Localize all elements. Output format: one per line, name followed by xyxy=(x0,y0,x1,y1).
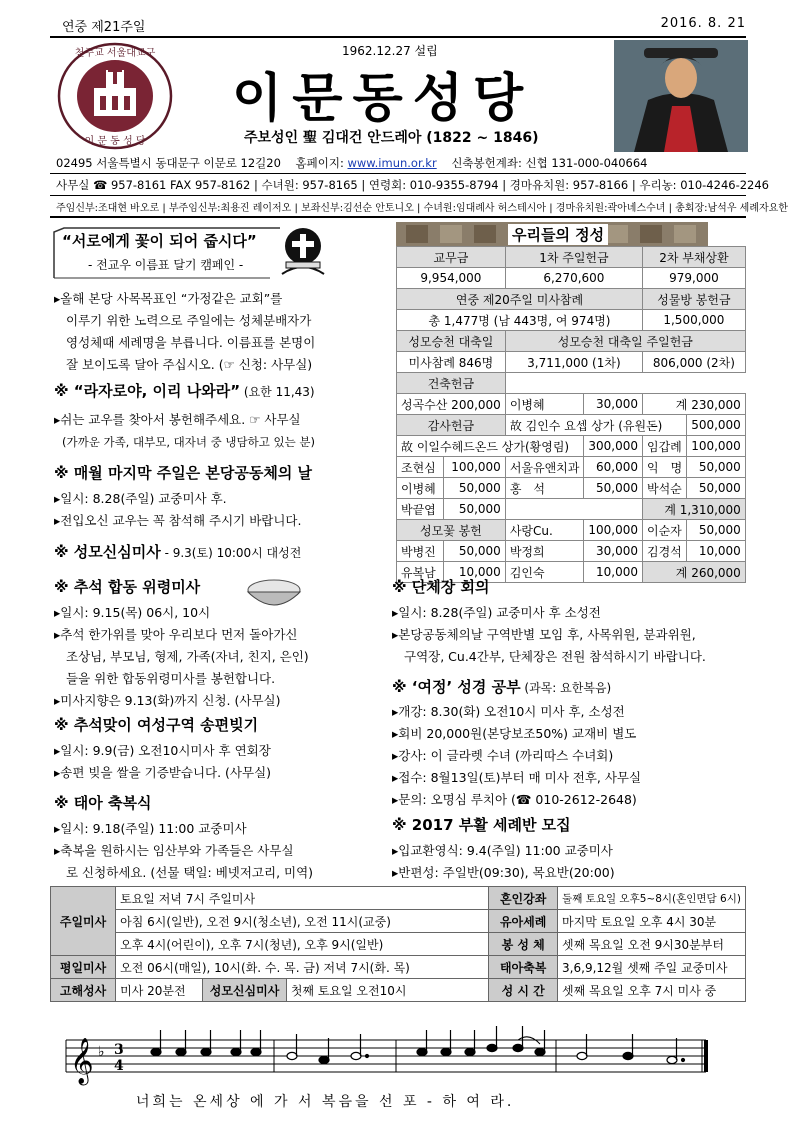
text-line: ▸추석 한가위를 맞아 우리보다 먼저 돌아가신 xyxy=(54,627,298,642)
bank-account: 신축봉헌계좌: 신협 131-000-040664 xyxy=(451,156,648,170)
table-cell: 미사참례 846명 xyxy=(397,352,506,373)
notice-lazarus xyxy=(54,380,384,453)
table-header: 성모승천 대축일 xyxy=(397,331,506,352)
text-line: ▸회비 20,000원(본당보조50%) 교재비 별도 xyxy=(392,726,637,741)
section-title: ※ 단체장 회의 xyxy=(392,578,490,596)
motto-subtitle: - 전교우 이름표 달기 캠페인 - xyxy=(88,258,244,272)
table-cell: 9,954,000 xyxy=(397,268,506,289)
table-cell: 미사 20분전 xyxy=(116,979,203,1002)
table-cell: 서울유앤치과 xyxy=(505,457,584,478)
flat-icon: ♭ xyxy=(98,1044,105,1060)
text-line: ▸미사지향은 9.13(화)까지 신청. (사무실) xyxy=(54,693,281,708)
time-signature: 3 xyxy=(114,1042,124,1058)
treble-clef-icon: 𝄞 xyxy=(70,1038,94,1084)
notice-bible-study xyxy=(392,676,742,811)
table-row xyxy=(397,310,746,331)
table-cell: 둘째 토요일 오후5~8시(혼인면담 6시) xyxy=(558,887,746,910)
notice-chuseok-mass xyxy=(54,576,384,712)
table-header: 혼인강좌 xyxy=(489,887,558,910)
table-row xyxy=(397,268,746,289)
section-title: ※ 추석 합동 위령미사 xyxy=(54,578,201,596)
music-staff xyxy=(56,1022,746,1122)
offerings-table xyxy=(396,246,746,583)
top-divider xyxy=(50,36,746,38)
table-cell: 박끝엽 xyxy=(397,499,444,520)
text-line: 잘 보이도록 달아 주십시오. (☞ 신청: 사무실) xyxy=(66,357,313,372)
table-cell: 이병혜 xyxy=(505,394,584,415)
table-cell: 1,500,000 xyxy=(643,310,746,331)
table-cell: 100,000 xyxy=(443,457,505,478)
table-cell: 50,000 xyxy=(584,478,643,499)
table-row xyxy=(397,457,746,478)
table-cell: 조현심 xyxy=(397,457,444,478)
table-cell: 300,000 xyxy=(584,436,643,457)
section-title: ※ 2017 부활 세례반 모집 xyxy=(392,816,571,834)
text-line: ▸접수: 8월13일(토)부터 매 미사 전후, 사무실 xyxy=(392,770,642,785)
table-cell: 이병혜 xyxy=(397,478,444,499)
mass-schedule-table xyxy=(50,886,746,1002)
section-title: ※ 태아 축복식 xyxy=(54,794,152,812)
address-line xyxy=(56,155,647,171)
table-cell: 이순자 xyxy=(643,520,687,541)
table-cell: 셋째 목요일 오전 9시30분부터 xyxy=(558,933,746,956)
table-row xyxy=(397,289,746,310)
section-title: ※ 매월 마지막 주일은 본당공동체의 날 xyxy=(54,464,313,482)
table-row xyxy=(397,394,746,415)
table-cell: 979,000 xyxy=(643,268,746,289)
text-line: ▸개강: 8.30(화) 오전10시 미사 후, 소성전 xyxy=(392,704,625,719)
staff-line: 주임신부:조대현 바오로 | 부주임신부:최용진 레이저오 | 보좌신부:김선순 안토니오 | 수녀원:임대례사 허스테시아 | 경마유치원:곽아녜스수녀 | 총회장:남석우 세례자요한 xyxy=(56,203,788,214)
text-line: 영성체때 세례명을 부릅니다. 이름표를 본명이 xyxy=(66,335,316,350)
motto-title: “서로에게 꽃이 되어 줍시다” xyxy=(62,232,257,250)
table-header: 연중 제20주일 미사참례 xyxy=(397,289,643,310)
notice-baptism-class xyxy=(392,814,742,884)
table-cell: 3,711,000 (1차) xyxy=(505,352,642,373)
table-cell: 첫째 토요일 오전10시 xyxy=(286,979,488,1002)
table-header: 2차 부채상환 xyxy=(643,247,746,268)
table-header: 성 시 간 xyxy=(489,979,558,1002)
table-cell: 사랑Cu. xyxy=(505,520,584,541)
text-line: ▸축복을 원하시는 임산부와 가족들은 사무실 xyxy=(54,843,294,858)
text-line: ▸일시: 9.15(목) 06시, 10시 xyxy=(54,605,211,620)
text-line: (가까운 가족, 대부모, 대자녀 중 냉담하고 있는 분) xyxy=(62,435,315,449)
text-line: 들을 위한 합동위령미사를 봉헌합니다. xyxy=(66,671,276,686)
table-cell: 박정희 xyxy=(505,541,584,562)
table-cell: 총 1,477명 (남 443명, 여 974명) xyxy=(397,310,643,331)
table-cell: 박병진 xyxy=(397,541,444,562)
text-line: ▸일시: 8.28(주일) 교중미사 후 소성전 xyxy=(392,605,601,620)
table-cell: 100,000 xyxy=(584,520,643,541)
motto-body xyxy=(54,288,384,376)
table-cell: 3,6,9,12월 셋째 주일 교중미사 xyxy=(558,956,746,979)
table-row xyxy=(397,415,746,436)
rice-bowl-icon xyxy=(238,576,310,612)
table-header: 태아축복 xyxy=(489,956,558,979)
table-cell: 임갑례 xyxy=(643,436,687,457)
notes xyxy=(151,1026,685,1064)
text-line: ▸입교환영식: 9.4(주일) 11:00 교중미사 xyxy=(392,843,613,858)
divider xyxy=(50,195,746,196)
text-line: ▸본당공동체의날 구역반별 모임 후, 사목위원, 분과위원, xyxy=(392,627,696,642)
table-cell: 故 이일수헤드온드 상가(황영림) xyxy=(397,436,584,457)
table-header: 유아세례 xyxy=(489,910,558,933)
table-row xyxy=(397,331,746,352)
table-header: 주일미사 xyxy=(51,887,116,956)
saint-portrait xyxy=(614,40,748,152)
offerings-title: 우리들의 정성 xyxy=(508,224,608,245)
section-title: ※ 성모신심미사 - 9.3(토) 10:00시 대성전 xyxy=(54,543,302,561)
table-cell: 30,000 xyxy=(584,541,643,562)
table-cell: 토요일 저녁 7시 주일미사 xyxy=(116,887,489,910)
table-row xyxy=(397,499,746,520)
table-row xyxy=(51,887,746,910)
table-cell: 50,000 xyxy=(443,499,505,520)
text-line: ▸반편성: 주일반(09:30), 목요반(20:00) xyxy=(392,865,615,880)
text-line: ▸쉬는 교우를 찾아서 봉헌해주세요. ☞ 사무실 xyxy=(54,412,301,427)
table-header: 고해성사 xyxy=(51,979,116,1002)
text-line: 구역장, Cu.4간부, 단체장은 전원 참석하시기 바랍니다. xyxy=(404,649,706,664)
contact-line: 사무실 ☎ 957-8161 FAX 957-8162 | 수녀원: 957-8165 | 연령회: 010-9355-8794 | 경마유치원: 957-8166 | 우리농: 010-4246-2246 xyxy=(56,178,769,192)
table-cell: 계 260,000 xyxy=(643,562,746,583)
table-header: 성모승천 대축일 주일헌금 xyxy=(505,331,745,352)
cross-medal-icon xyxy=(278,224,328,276)
table-cell: 100,000 xyxy=(687,436,746,457)
table-row xyxy=(51,910,746,933)
text-line: 이루기 위한 노력으로 주일에는 성체분배자가 xyxy=(66,313,312,328)
table-row xyxy=(397,478,746,499)
table-cell: 셋째 목요일 오후 7시 미사 중 xyxy=(558,979,746,1002)
table-cell: 500,000 xyxy=(687,415,746,436)
table-cell: 故 김인수 요셉 상가 (유원돈) xyxy=(505,415,686,436)
notice-marian-mass xyxy=(54,541,384,564)
text-line: ▸강사: 이 글라렛 수녀 (까리따스 수녀회) xyxy=(392,748,614,763)
table-cell: 50,000 xyxy=(443,478,505,499)
section-title: ※ ‘여정’ 성경 공부 (과목: 요한복음) xyxy=(392,678,612,696)
issue-date: 2016. 8. 21 xyxy=(660,16,746,31)
table-row xyxy=(51,933,746,956)
patron-saint: 주보성인 聖 김대건 안드레아 (1822 ~ 1846) xyxy=(244,130,539,146)
table-header: 성모신심미사 xyxy=(203,979,287,1002)
table-header: 성물방 봉헌금 xyxy=(643,289,746,310)
table-cell: 50,000 xyxy=(687,457,746,478)
section-title: ※ “라자로야, 이리 나와라” (요한 11,43) xyxy=(54,382,315,400)
table-row xyxy=(51,979,746,1002)
table-cell: 아침 6시(일반), 오전 9시(청소년), 오전 11시(교중) xyxy=(116,910,489,933)
table-header: 건축헌금 xyxy=(397,373,506,394)
table-row xyxy=(397,352,746,373)
text-line: ▸송편 빚을 쌀을 기증받습니다. (사무실) xyxy=(54,765,272,780)
table-header: 봉 성 체 xyxy=(489,933,558,956)
table-cell: 60,000 xyxy=(584,457,643,478)
svg-text:천주교 서울대교구: 천주교 서울대교구 xyxy=(74,48,156,59)
divider xyxy=(50,216,746,218)
table-cell: 50,000 xyxy=(443,541,505,562)
song-lyrics: 너희는 온세상 에 가 서 복음을 선 포 - 하 여 라. xyxy=(136,1094,515,1110)
table-cell: 10,000 xyxy=(443,562,505,583)
parish-logo xyxy=(56,42,174,150)
text-line: ▸일시: 9.18(주일) 11:00 교중미사 xyxy=(54,821,247,836)
table-header: 1차 주일헌금 xyxy=(505,247,642,268)
text-line: ▸문의: 오명심 루치아 (☎ 010-2612-2648) xyxy=(392,792,637,807)
table-row xyxy=(397,436,746,457)
table-row xyxy=(397,520,746,541)
table-cell: 유복남 xyxy=(397,562,444,583)
time-signature: 4 xyxy=(114,1058,124,1074)
table-cell: 10,000 xyxy=(687,541,746,562)
notice-community-day xyxy=(54,462,384,532)
table-cell: 김경석 xyxy=(643,541,687,562)
table-cell: 오전 06시(매일), 10시(화. 수. 목. 금) 저녁 7시(화. 목) xyxy=(116,956,489,979)
founded-date: 1962.12.27 설립 xyxy=(342,44,438,58)
text-line: 로 신청하세요. (선물 택일: 베넷저고리, 미역) xyxy=(66,865,314,880)
table-cell: 50,000 xyxy=(687,478,746,499)
text-line: ▸전입오신 교우는 꼭 참석해 주시기 바랍니다. xyxy=(54,513,302,528)
table-header: 교무금 xyxy=(397,247,506,268)
table-row xyxy=(397,541,746,562)
table-row xyxy=(397,247,746,268)
table-cell: 806,000 (2차) xyxy=(643,352,746,373)
table-cell: 오후 4시(어린이), 오후 7시(청년), 오후 9시(일반) xyxy=(116,933,489,956)
homepage-label: 홈페이지: xyxy=(295,156,348,170)
church-name: 이문동성당 xyxy=(232,69,534,129)
svg-text:이 문 동 성 당: 이 문 동 성 당 xyxy=(84,136,146,147)
table-header: 감사헌금 xyxy=(397,415,506,436)
text-line: ▸올해 본당 사목목표인 “가정같은 교회”를 xyxy=(54,291,283,306)
homepage-link[interactable]: www.imun.or.kr xyxy=(347,156,437,170)
table-cell: 계 1,310,000 xyxy=(643,499,746,520)
notice-songpyeon xyxy=(54,714,384,784)
table-cell: 홍 석 xyxy=(505,478,584,499)
section-title: ※ 추석맞이 여성구역 송편빚기 xyxy=(54,716,259,734)
table-cell: 10,000 xyxy=(584,562,643,583)
table-cell: 익 명 xyxy=(643,457,687,478)
table-cell: 김인숙 xyxy=(505,562,584,583)
table-cell: 박석순 xyxy=(643,478,687,499)
table-cell: 6,270,600 xyxy=(505,268,642,289)
issue-label: 연중 제21주일 xyxy=(62,20,146,35)
table-row xyxy=(397,373,746,394)
table-cell: 계 230,000 xyxy=(643,394,746,415)
table-header: 성모꽃 봉헌 xyxy=(397,520,506,541)
table-cell: 30,000 xyxy=(584,394,643,415)
address: 02495 서울특별시 동대문구 이문로 12길20 xyxy=(56,156,281,170)
notice-fetus-blessing xyxy=(54,792,384,884)
table-header: 평일미사 xyxy=(51,956,116,979)
divider xyxy=(50,173,746,174)
notice-leaders-meeting xyxy=(392,576,742,668)
text-line: 조상님, 부모님, 형제, 가족(자녀, 친지, 은인) xyxy=(66,649,309,664)
table-row xyxy=(51,956,746,979)
table-cell: 성곡수산 200,000 xyxy=(397,394,506,415)
text-line: ▸일시: 9.9(금) 오전10시미사 후 연회장 xyxy=(54,743,271,758)
text-line: ▸일시: 8.28(주일) 교중미사 후. xyxy=(54,491,227,506)
table-cell: 50,000 xyxy=(687,520,746,541)
table-cell: 마지막 토요일 오후 4시 30분 xyxy=(558,910,746,933)
